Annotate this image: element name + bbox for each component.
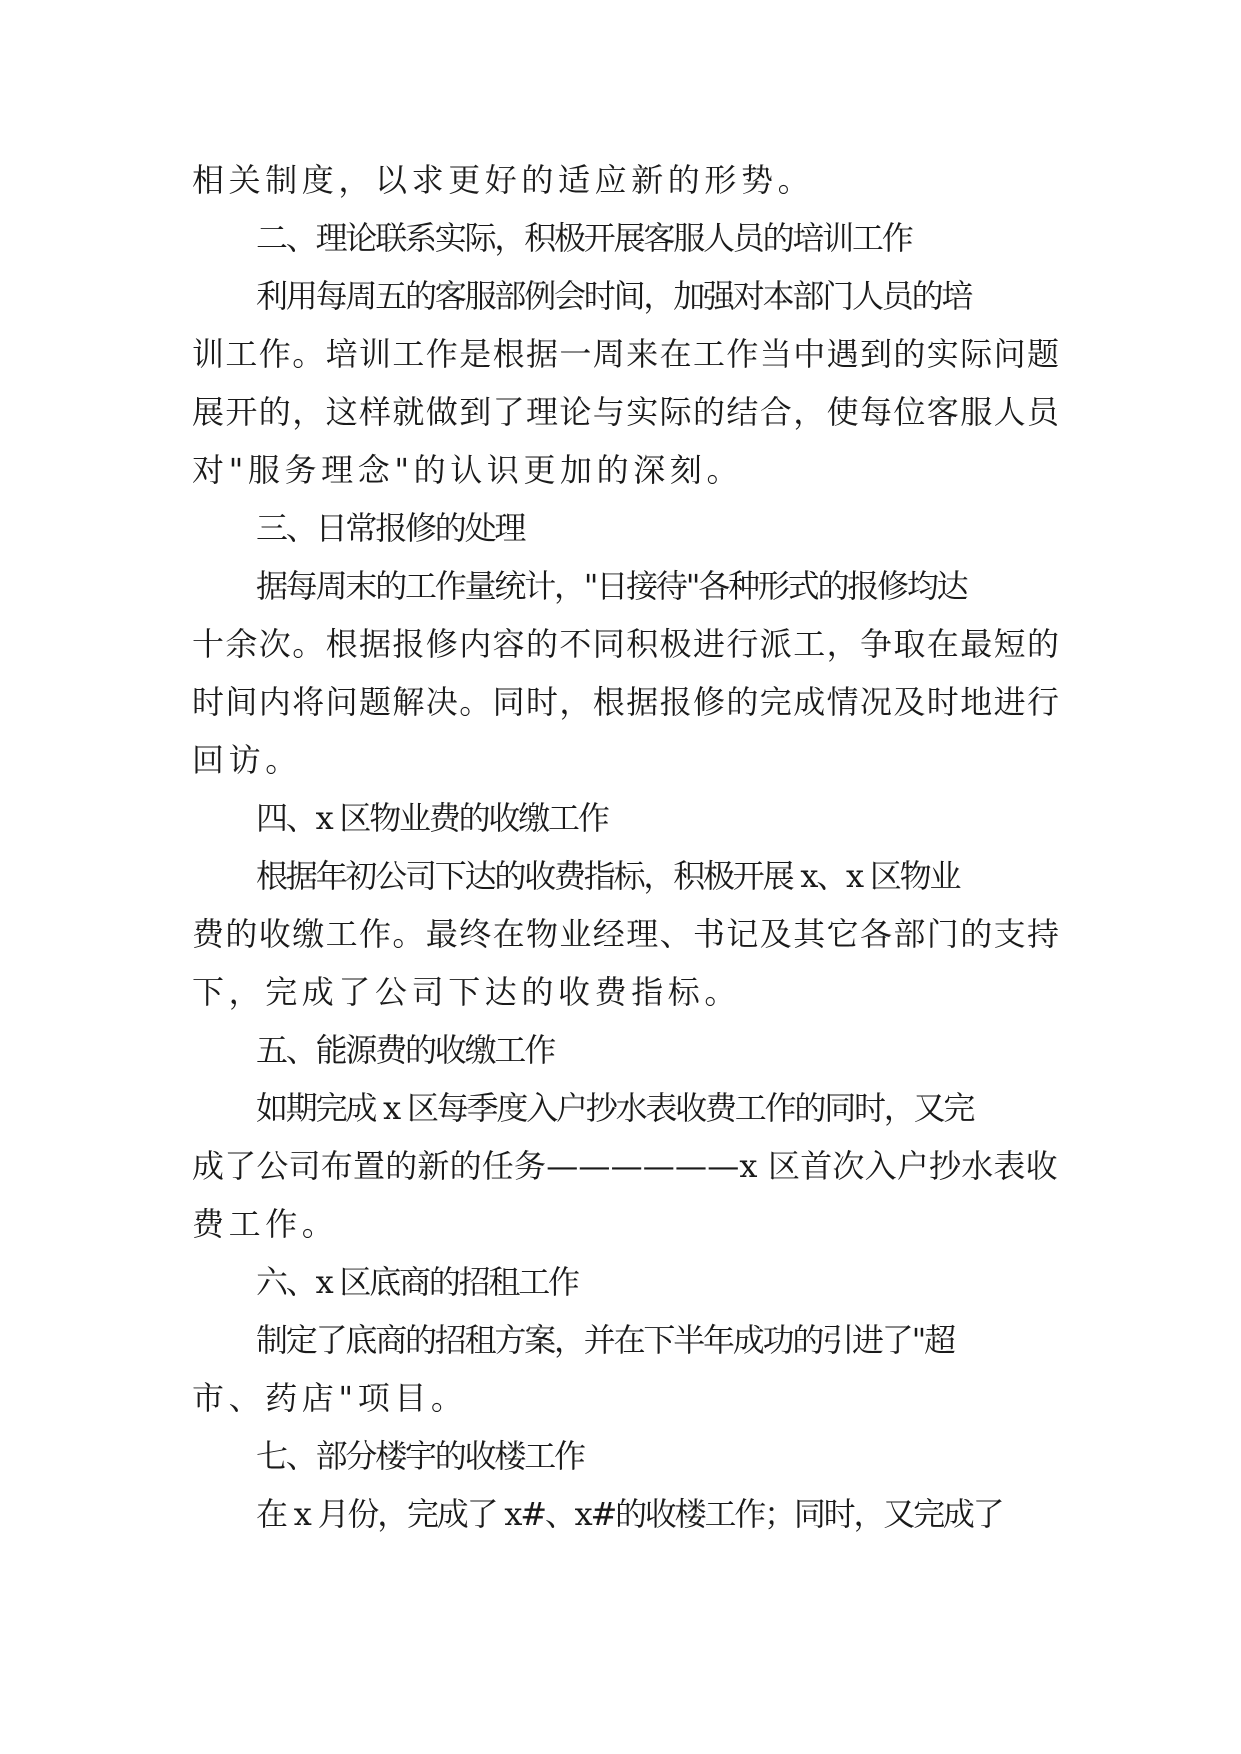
section-heading-7: 七、部分楼宇的收楼工作 [256,1437,584,1475]
paragraph-line: 据每周末的工作量统计，"日接待"各种形式的报修均达 [256,567,967,605]
paragraph-line: 市、药店"项目。 [192,1379,468,1417]
paragraph-line: 下，完成了公司下达的收费指标。 [192,973,742,1011]
section-heading-6: 六、x 区底商的招租工作 [256,1263,578,1301]
paragraph-line: 对"服务理念"的认识更加的深刻。 [192,451,744,489]
paragraph-line: 回访。 [192,741,302,779]
section-heading-3: 三、日常报修的处理 [256,509,525,547]
paragraph-line: 费的收缴工作。最终在物业经理、书记及其它各部门的支持 [192,915,1061,953]
paragraph-line: 在 x 月份，完成了 x#、x#的收楼工作；同时，又完成了 [256,1495,1003,1533]
paragraph-line: 费工作。 [192,1205,339,1243]
paragraph-line: 根据年初公司下达的收费指标，积极开展 x、x 区物业 [256,857,960,895]
paragraph-line: 时间内将问题解决。同时，根据报修的完成情况及时地进行 [192,683,1061,721]
paragraph-line: 制定了底商的招租方案，并在下半年成功的引进了"超 [256,1321,954,1359]
paragraph-line: 如期完成 x 区每季度入户抄水表收费工作的同时，又完 [256,1089,974,1127]
paragraph-line: 十余次。根据报修内容的不同积极进行派工，争取在最短的 [192,625,1061,663]
section-heading-5: 五、能源费的收缴工作 [256,1031,555,1069]
paragraph-line: 展开的，这样就做到了理论与实际的结合，使每位客服人员 [192,393,1061,431]
section-heading-2: 二、理论联系实际，积极开展客服人员的培训工作 [256,219,912,257]
section-heading-4: 四、x 区物业费的收缴工作 [256,799,608,837]
paragraph-line: 利用每周五的客服部例会时间，加强对本部门人员的培 [256,277,972,315]
paragraph-line: 成了公司布置的新的任务——————x 区首次入户抄水表收 [192,1147,1058,1185]
paragraph-line: 训工作。培训工作是根据一周来在工作当中遇到的实际问题 [192,335,1061,373]
paragraph-line: 相关制度，以求更好的适应新的形势。 [192,161,815,199]
